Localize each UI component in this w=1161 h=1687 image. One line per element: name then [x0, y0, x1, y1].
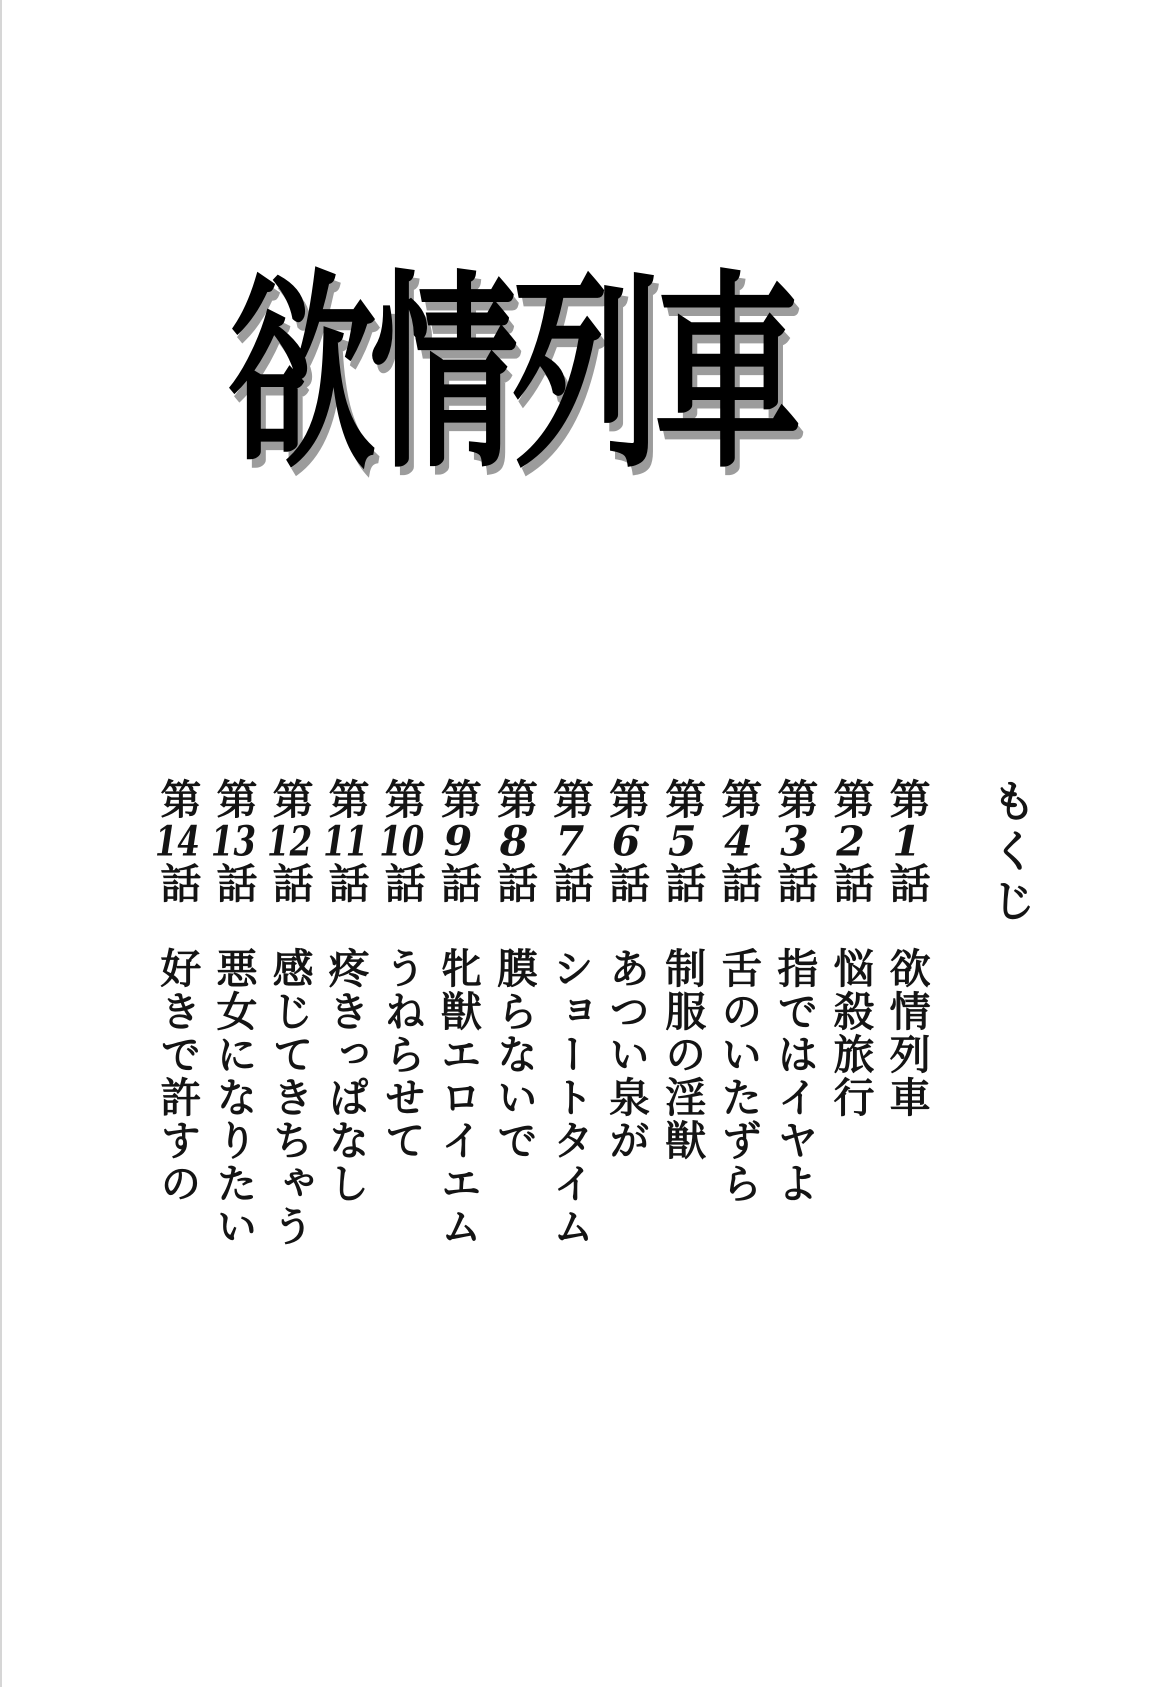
- chapter-title: 制服の淫獣: [658, 947, 707, 1162]
- chapter-suffix: 話: [377, 862, 426, 905]
- book-title: 欲情列車: [228, 249, 796, 497]
- chapter-suffix: 話: [714, 862, 763, 905]
- toc-entry-12: [265, 778, 314, 1318]
- chapter-suffix: 話: [826, 862, 875, 905]
- toc-heading: もくじ: [984, 778, 1035, 928]
- chapter-prefix: 第: [377, 778, 426, 821]
- chapter-prefix: 第: [714, 778, 763, 821]
- toc-chapter-list: [153, 778, 931, 1318]
- chapter-title: 牝獣エロイエム: [433, 947, 482, 1248]
- chapter-title: 指ではイヤよ: [770, 947, 819, 1205]
- chapter-prefix: 第: [546, 778, 595, 821]
- toc-entry-6: [602, 778, 651, 1318]
- chapter-prefix: 第: [602, 778, 651, 821]
- chapter-prefix: 第: [153, 778, 202, 821]
- chapter-title: 疼きっぱなし: [321, 947, 370, 1205]
- chapter-number: 8: [499, 821, 529, 862]
- toc-entry-13: [209, 778, 258, 1318]
- chapter-suffix: 話: [433, 862, 482, 905]
- chapter-number: 14: [154, 821, 200, 862]
- chapter-title: あつい泉が: [602, 947, 651, 1162]
- chapter-suffix: 話: [265, 862, 314, 905]
- chapter-number: 9: [443, 821, 473, 862]
- chapter-title: 欲情列車: [882, 947, 931, 1119]
- chapter-number: 4: [724, 821, 753, 862]
- chapter-suffix: 話: [321, 862, 370, 905]
- toc-entry-1: [884, 778, 929, 1318]
- toc-entry-10: [379, 778, 424, 1318]
- chapter-prefix: 第: [826, 778, 875, 821]
- chapter-title: 舌のいたずら: [714, 947, 763, 1205]
- chapter-prefix: 第: [770, 778, 819, 821]
- chapter-suffix: 話: [770, 862, 819, 905]
- chapter-prefix: 第: [265, 778, 314, 821]
- chapter-suffix: 話: [209, 862, 258, 905]
- chapter-suffix: 話: [489, 862, 538, 905]
- chapter-number: 6: [611, 821, 641, 862]
- chapter-number: 5: [667, 821, 697, 862]
- chapter-title: 感じてきちゃう: [265, 947, 314, 1248]
- chapter-title: うねらせて: [377, 947, 426, 1162]
- chapter-number: 7: [555, 821, 585, 862]
- chapter-prefix: 第: [658, 778, 707, 821]
- toc-entry-5: [658, 778, 707, 1318]
- chapter-title: ショートタイム: [546, 947, 595, 1248]
- toc-entry-8: [491, 778, 536, 1318]
- toc-entry-7: [546, 778, 595, 1318]
- chapter-suffix: 話: [546, 862, 595, 905]
- chapter-number: 11: [323, 821, 369, 862]
- chapter-title: 好きで許すの: [153, 947, 202, 1205]
- chapter-title: 悪女になりたい: [209, 947, 258, 1248]
- chapter-title: 悩殺旅行: [826, 947, 875, 1119]
- chapter-number: 12: [267, 821, 313, 862]
- chapter-suffix: 話: [153, 862, 202, 905]
- chapter-suffix: 話: [602, 862, 651, 905]
- chapter-prefix: 第: [882, 778, 931, 821]
- toc-entry-4: [714, 778, 763, 1318]
- chapter-prefix: 第: [489, 778, 538, 821]
- chapter-suffix: 話: [882, 862, 931, 905]
- chapter-prefix: 第: [209, 778, 258, 821]
- chapter-number: 1: [892, 821, 921, 862]
- scan-edge-artifact: [0, 0, 2, 1687]
- chapter-number: 2: [836, 821, 865, 862]
- toc-entry-3: [770, 778, 819, 1318]
- toc-entry-14: [153, 778, 202, 1318]
- toc-entry-9: [435, 778, 480, 1318]
- toc-entry-11: [323, 778, 368, 1318]
- chapter-prefix: 第: [321, 778, 370, 821]
- chapter-prefix: 第: [433, 778, 482, 821]
- table-of-contents: [143, 778, 1033, 1318]
- chapter-number: 10: [379, 821, 425, 862]
- chapter-suffix: 話: [658, 862, 707, 905]
- chapter-number: 13: [210, 821, 257, 862]
- chapter-number: 3: [780, 821, 809, 862]
- chapter-title: 膜らないで: [489, 947, 538, 1162]
- toc-entry-2: [826, 778, 875, 1318]
